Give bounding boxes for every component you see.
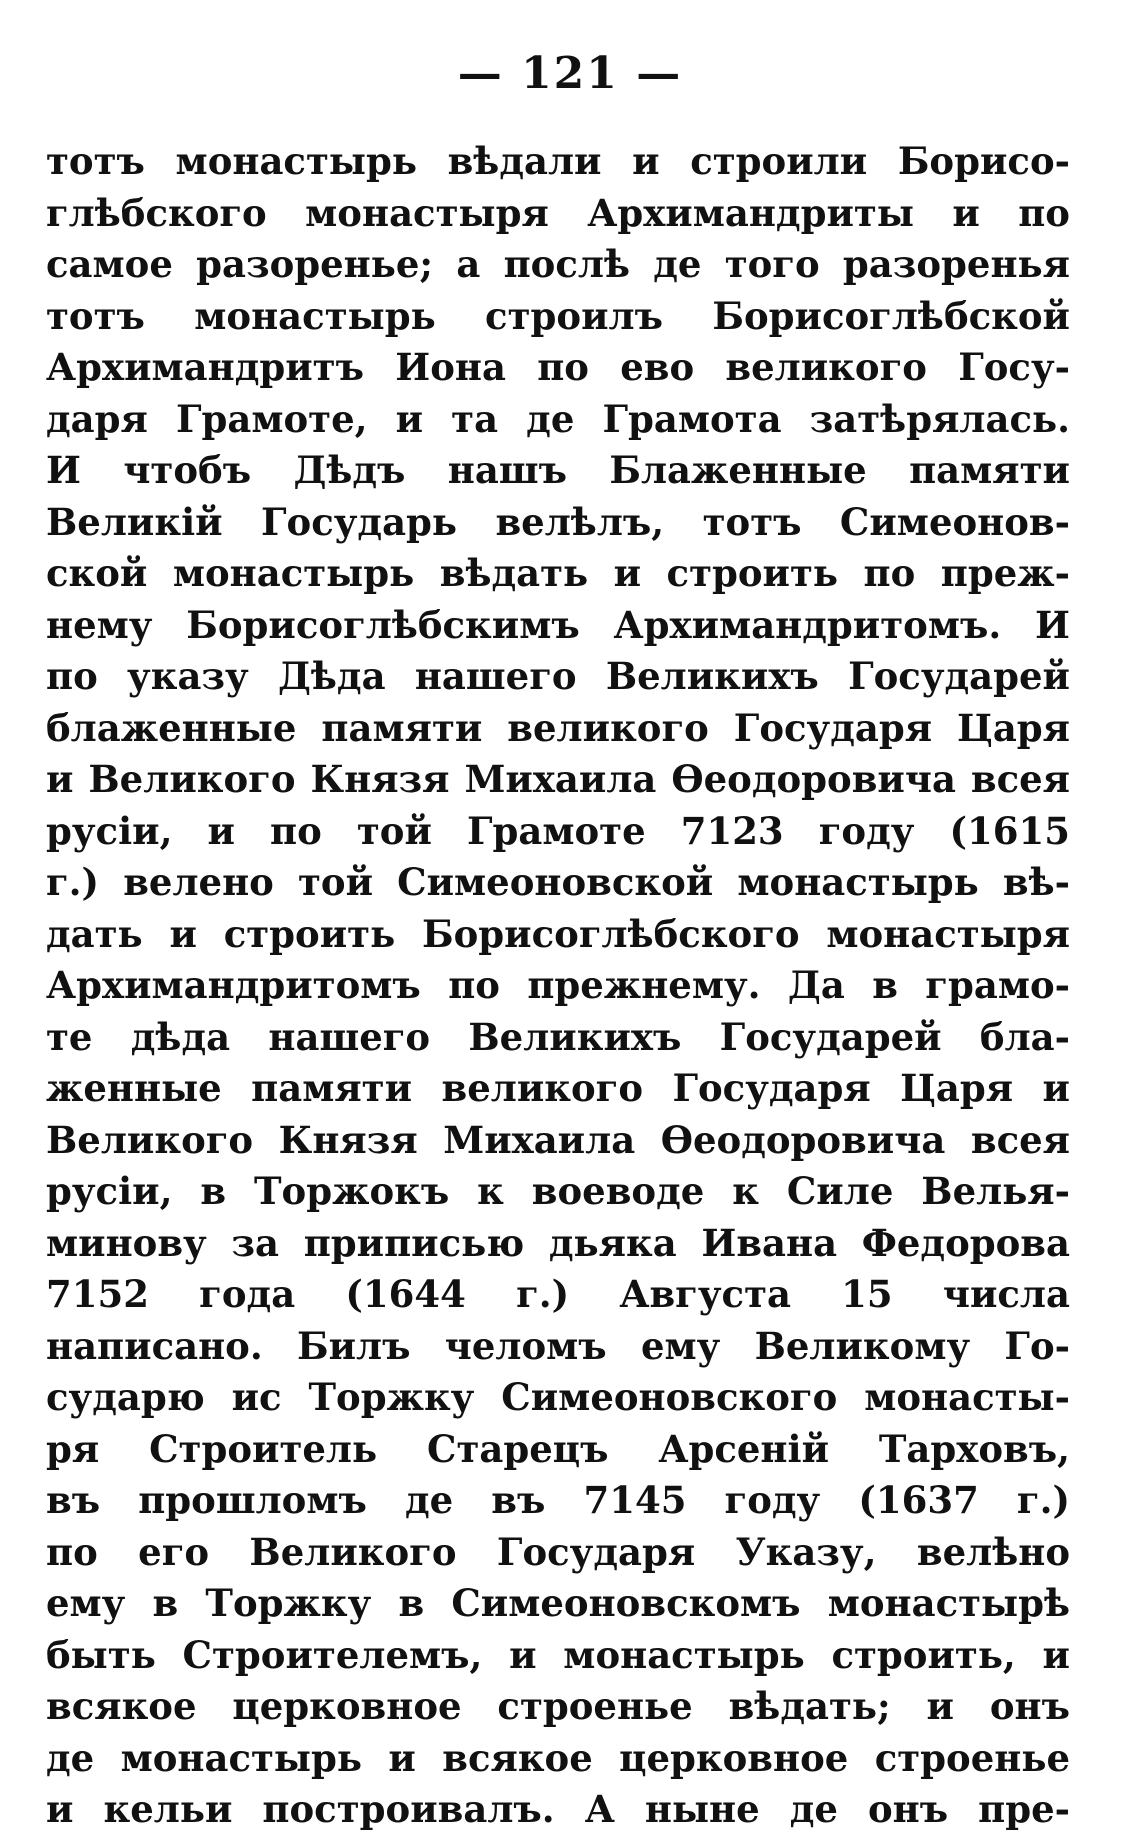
- text-line: даря Грамоте, и та де Грамота затѣрялась.: [46, 396, 1070, 441]
- text-line: женные памяти великого Государя Царя и: [46, 1066, 1070, 1110]
- text-line: Архимандритомъ по прежнему. Да в грамо-: [46, 963, 1070, 1007]
- text-line: глѣбского монастыря Архимандриты и по: [46, 190, 1070, 235]
- text-line: быть Строителемъ, и монастырь строить, и: [46, 1632, 1070, 1677]
- text-line: по указу Дѣда нашего Великихъ Государей: [46, 654, 1070, 698]
- text-line: русіи, в Торжокъ к воеводе к Силе Велья-: [46, 1169, 1070, 1213]
- text-line: 7152 года (1644 г.) Августа 15 числа: [46, 1272, 1070, 1316]
- text-line: всякое церковное строенье вѣдать; и онъ: [46, 1684, 1070, 1728]
- text-line: написано. Билъ челомъ ему Великому Го-: [46, 1323, 1070, 1368]
- text-line: Архимандритъ Иона по ево великого Госу-: [46, 345, 1070, 389]
- page-number: — 121 —: [457, 48, 683, 99]
- text-line: ской монастырь вѣдать и строить по преж-: [46, 551, 1070, 595]
- text-line: И чтобъ Дѣдъ нашъ Блаженные памяти: [46, 448, 1070, 492]
- body-text: [46, 136, 1070, 1836]
- text-line: нему Борисоглѣбскимъ Архимандритомъ. И: [46, 602, 1070, 647]
- text-line: русіи, и по той Грамоте 7123 году (1615: [46, 808, 1070, 853]
- text-line: самое разоренье; а послѣ де того разоренья: [46, 242, 1070, 286]
- text-line: тотъ монастырь вѣдали и строили Борисо-: [46, 139, 1070, 183]
- text-line: ря Строитель Старецъ Арсеній Тарховъ,: [46, 1426, 1070, 1471]
- text-line: блаженные памяти великого Государя Царя: [46, 705, 1070, 750]
- text-line: Великого Князя Михаила Ѳеодоровича всея: [46, 1117, 1070, 1162]
- text-line: г.) велено той Симеоновской монастырь вѣ-: [46, 860, 1070, 904]
- text-line: сударю ис Торжку Симеоновского монасты-: [46, 1375, 1070, 1419]
- text-line: по его Великого Государя Указу, велѣно: [46, 1529, 1070, 1574]
- text-line: и Великого Князя Михаила Ѳеодоровича всея: [46, 757, 1070, 801]
- text-line: и кельи построивалъ. А ныне де онъ пре-: [46, 1787, 1070, 1831]
- text-line: дать и строить Борисоглѣбского монастыря: [46, 911, 1070, 956]
- text-line: Великій Государь велѣлъ, тотъ Симеонов-: [46, 499, 1070, 544]
- text-line: въ прошломъ де въ 7145 году (1637 г.): [46, 1478, 1070, 1522]
- text-line: тотъ монастырь строилъ Борисоглѣбской: [46, 293, 1070, 338]
- text-line: де монастырь и всякое церковное строенье: [46, 1735, 1070, 1780]
- text-line: ему в Торжку в Симеоновскомъ монастырѣ: [46, 1581, 1070, 1625]
- text-line: минову за приписью дьяка Ивана Федорова: [46, 1220, 1070, 1265]
- text-line: те дѣда нашего Великихъ Государей бла-: [46, 1014, 1070, 1059]
